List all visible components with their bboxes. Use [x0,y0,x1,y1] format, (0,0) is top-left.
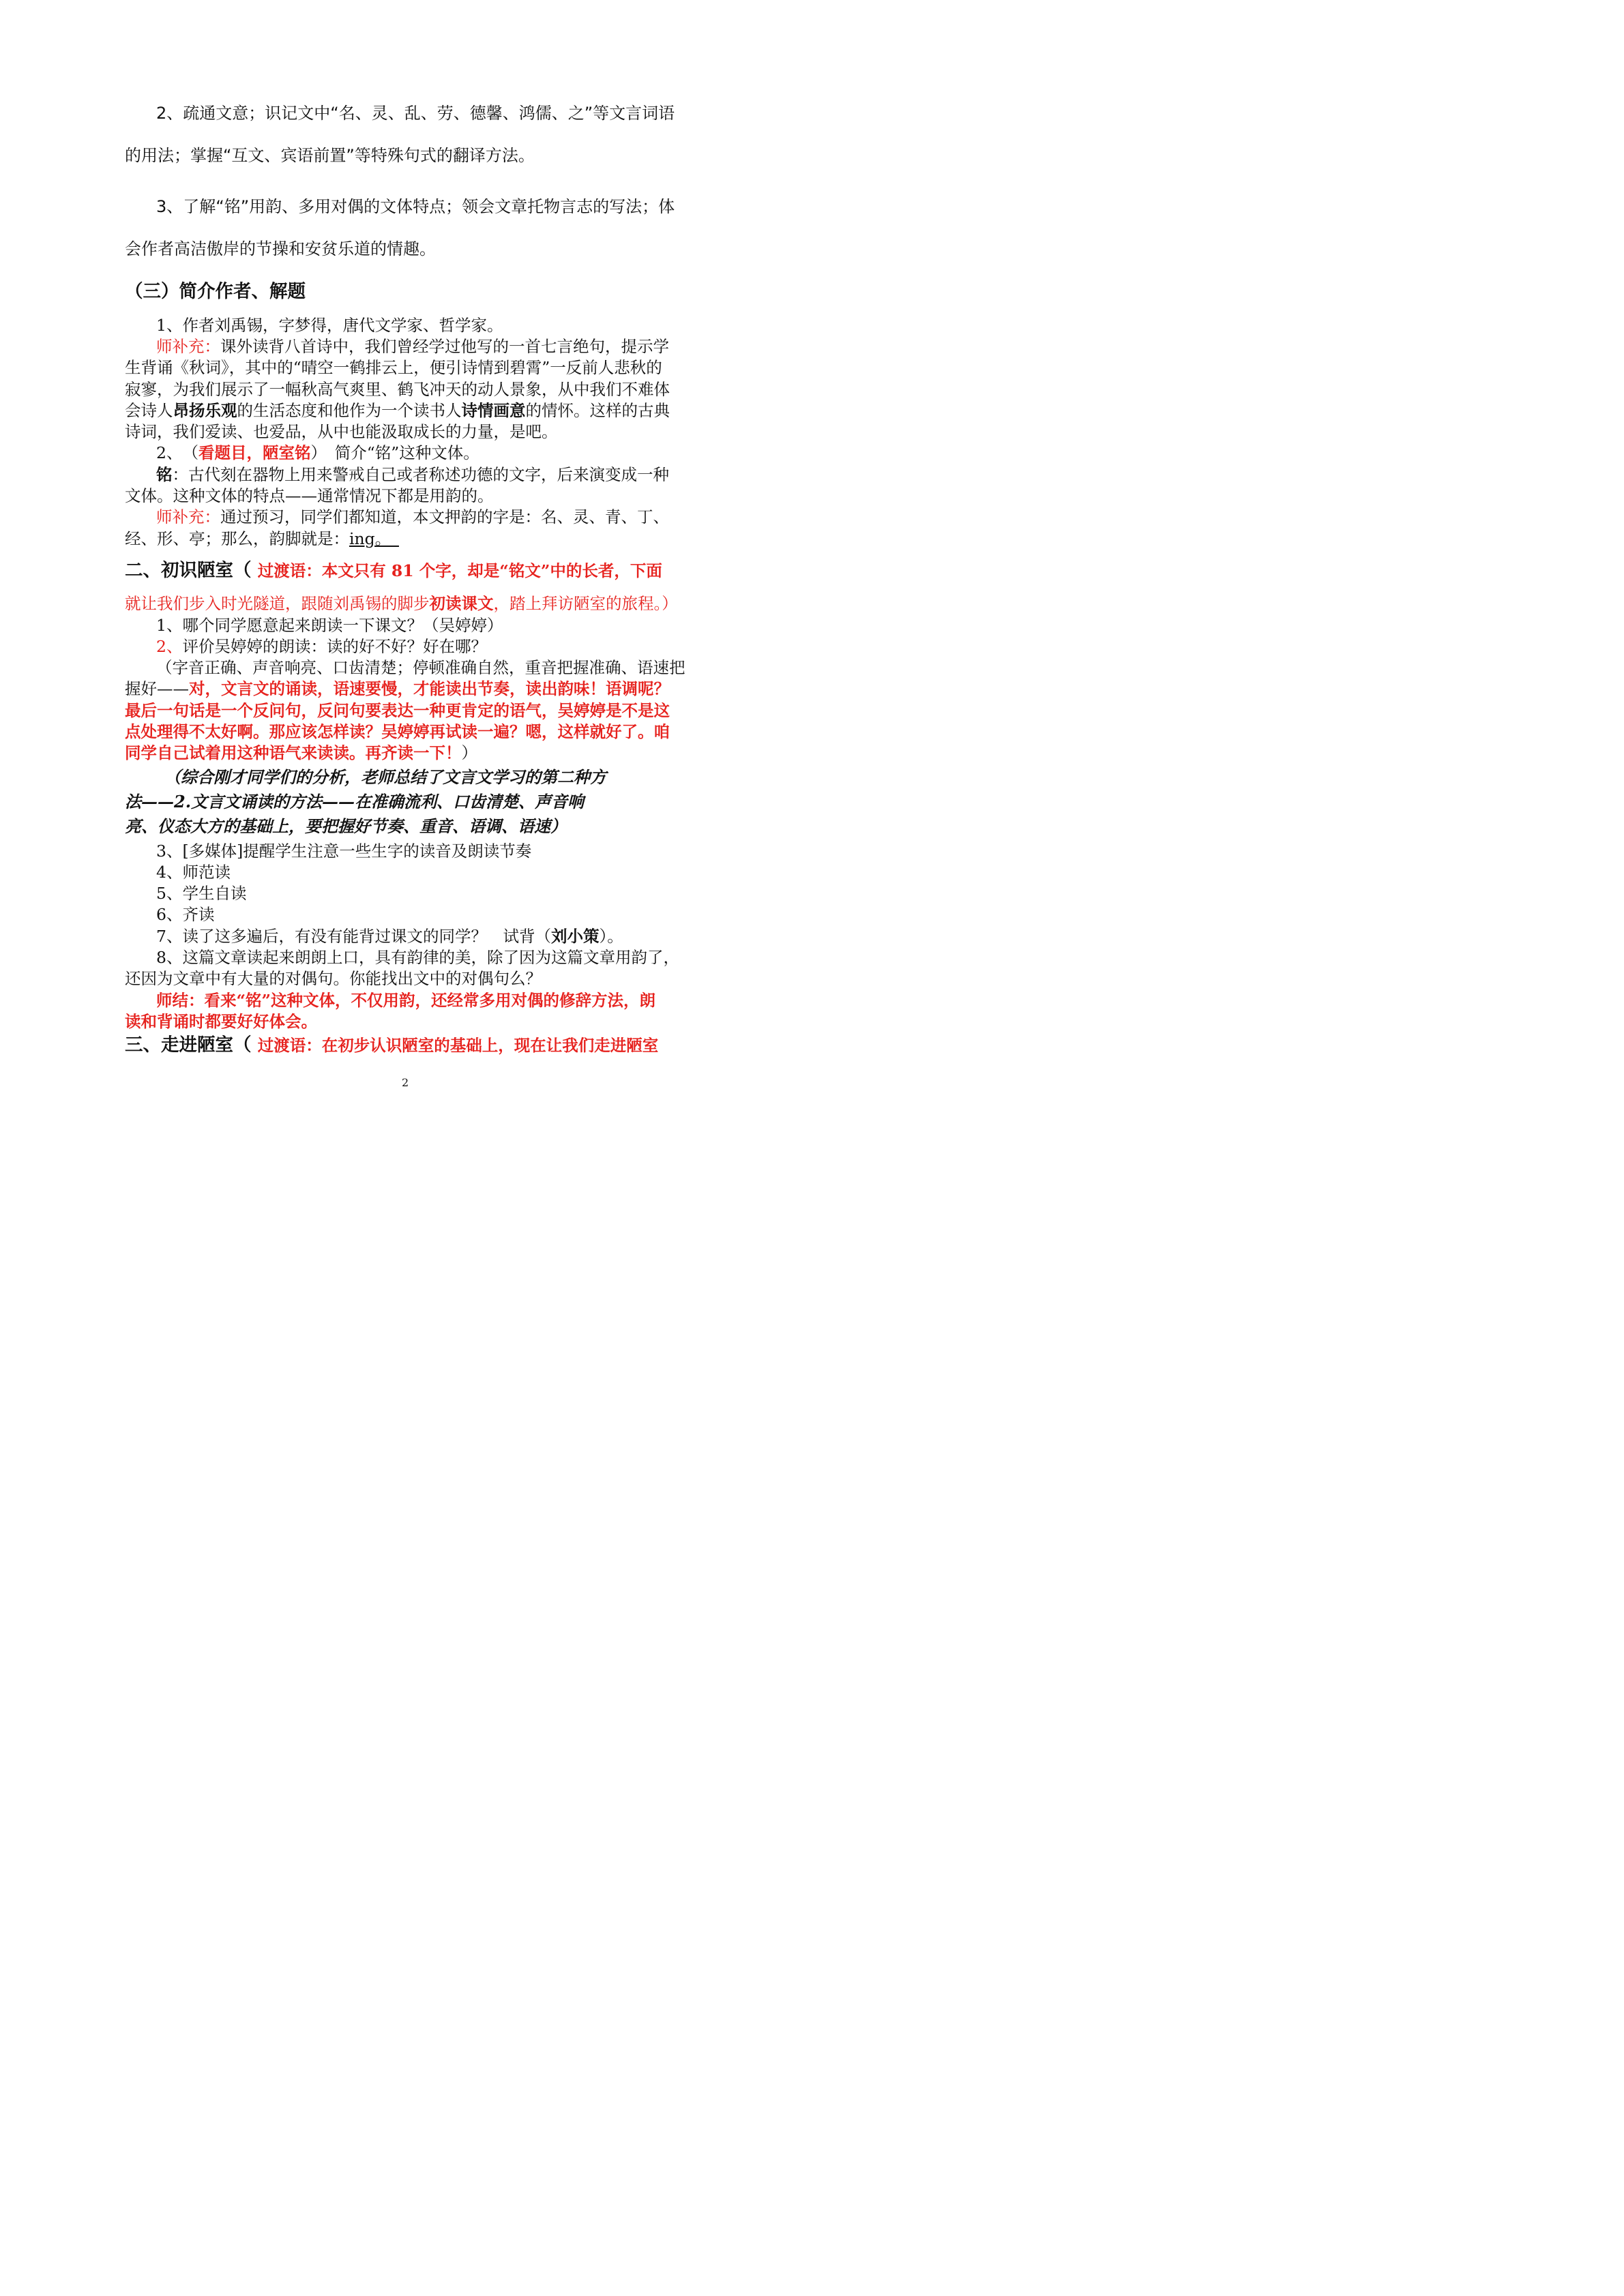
text-line-rhyme-1 [156,507,669,527]
text-segment: 法——2.文言文诵读的方法——在准确流利、口齿清楚、声音响 [125,792,585,811]
text-line-part2-heading [125,561,662,581]
text-line-step-3 [156,841,531,861]
text-line-ming-1 [156,464,669,485]
text-segment: ）。 [599,927,623,946]
text-segment: 亮、仪态大方的基础上，要把握好节奏、重音、语调、语速） [125,816,567,836]
text-line-read-1 [156,615,503,636]
text-segment: 7、读了这多遍后，有没有能背过课文的同学？ 试背（ [156,927,551,946]
text-segment: 诗词，我们爱读、也爱品，从中也能汲取成长的力量，是吧。 [125,422,558,441]
text-segment: 3、[多媒体]提醒学生注意一些生字的读音及朗读节奏 [156,841,532,861]
text-line-step-4 [156,862,231,882]
text-line-title-2 [156,443,479,463]
text-line-obj2-l1 [156,103,675,123]
text-segment: 同学自己试着用这种语气来读读。再齐读一下！ [125,743,462,762]
text-segment: 点处理得不太好啊。那应该怎样读？吴婷婷再试读一遍？嗯，这样就好了。咱 [125,722,670,741]
text-line-supp-2 [125,357,662,378]
text-line-supp-3 [125,379,670,400]
text-segment: 会诗人 [125,401,173,420]
text-line-rhyme-2 [125,528,399,549]
text-line-step-5 [156,883,246,904]
text-segment: 三、走进陋室（ [125,1034,258,1056]
text-segment: 1、作者刘禹锡，字梦得，唐代文学家、哲学家。 [156,316,503,335]
text-line-part3-heading [125,1035,658,1056]
text-line-ming-2 [125,486,494,506]
text-segment: 看题目，陋室铭 [198,443,311,462]
text-segment: 通过预习，同学们都知道，本文押韵的字是：名、灵、青、丁、 [220,507,669,526]
text-segment: 师补充： [156,507,220,526]
text-segment: 2、疏通文意；识记文中“名、灵、乱、劳、德馨、鸿儒、之”等文言词语 [156,104,675,123]
text-segment: 师结：看来“铭”这种文体，不仅用韵，还经常多用对偶的修辞方法，朗 [156,991,656,1010]
text-segment: 文体。这种文体的特点——通常情况下都是用韵的。 [125,486,494,505]
text-segment: 5、学生自读 [156,884,247,903]
text-line-obj3-l1 [156,196,675,217]
text-line-step-7 [156,926,623,946]
text-line-conc-1 [156,990,655,1011]
text-segment: （综合刚才同学们的分析，老师总结了文言文学习的第二种方 [156,767,606,787]
text-segment: 过渡语：在初步认识陋室的基础上，现在让我们走进陋室 [257,1036,659,1055]
text-line-obj2-l2 [125,145,535,166]
text-segment: （三）简介作者、解题 [125,281,306,302]
text-line-part2-cont [125,593,678,614]
document-page [0,0,812,1148]
text-segment: 寂寥，为我们展示了一幅秋高气爽里、鹤飞冲天的动人景象，从中我们不难体 [125,380,670,399]
text-line-eval-4 [125,721,670,742]
text-line-sum-3 [125,816,567,837]
text-segment: 铭 [156,465,173,484]
text-line-sec3-heading [125,282,306,302]
text-line-sum-2 [125,792,584,812]
text-segment: 握好—— [125,679,189,698]
text-line-author-1 [156,315,503,336]
page-number: 2 [402,1076,409,1089]
text-segment: 初读课文 [429,594,494,613]
text-line-supp-4 [125,400,670,421]
text-segment: ：古代刻在器物上用来警戒自己或者称述功德的文字，后来演变成一种 [172,465,669,484]
text-line-sum-1 [156,767,606,788]
text-line-step-6 [156,904,214,925]
text-line-eval-3 [125,700,670,721]
text-segment: 的生活态度和他作为一个读书人 [237,401,462,420]
text-segment: 经、形、亭；那么，韵脚就是： [125,529,349,548]
text-segment: 二、初识陋室（ [125,560,258,581]
text-line-eval-2 [125,679,670,699]
text-line-supp-5 [125,421,558,442]
text-segment: 最后一句话是一个反问句，反问句要表达一种更肯定的语气，吴婷婷是不是这 [125,701,670,720]
text-segment: 师补充： [156,337,220,356]
text-line-step-8b [125,968,542,989]
text-segment: 刘小策 [550,927,600,946]
text-line-eval-1 [156,657,685,678]
text-line-read-2 [156,636,487,657]
text-segment: 课外读背八首诗中，我们曾经学过他写的一首七言绝句，提示学 [220,337,669,356]
text-segment: ） 简介“铭”这种文体。 [310,443,479,462]
text-segment: 4、师范读 [156,863,231,882]
text-segment: 的用法；掌握“互文、宾语前置”等特殊句式的翻译方法。 [125,146,535,165]
text-segment: 3、了解“铭”用韵、多用对偶的文体特点；领会文章托物言志的写法；体 [156,197,675,216]
text-segment: 就让我们步入时光隧道，跟随刘禹锡的脚步 [125,594,430,613]
text-segment: 的情怀。这样的古典 [525,401,670,420]
text-segment: ，踏上拜访陋室的旅程。） [493,594,678,613]
text-segment: 会作者高洁傲岸的节操和安贫乐道的情趣。 [125,239,436,258]
text-line-supp-1 [156,336,669,357]
text-segment: 过渡语：本文只有 81 个字，却是“铭文”中的长者，下面 [257,561,662,580]
text-segment: 对，文言文的诵读，语速要慢，才能读出节奏，读出韵味！语调呢？ [189,679,670,698]
text-segment: （字音正确、声音响亮、口齿清楚；停顿准确自然，重音把握准确、语速把 [156,658,685,677]
text-segment: 生背诵《秋词》，其中的“晴空一鹤排云上，便引诗情到碧霄”一反前人悲秋的 [125,358,662,377]
text-line-eval-5 [125,743,477,763]
text-segment: 6、齐读 [156,905,215,924]
text-segment: ing。 [349,529,399,548]
text-segment: 评价吴婷婷的朗读：读的好不好？好在哪？ [182,637,487,656]
text-segment: 1、哪个同学愿意起来朗读一下课文？（吴婷婷） [156,616,503,635]
text-segment: 8、这篇文章读起来朗朗上口，具有韵律的美，除了因为这篇文章用韵了， [156,948,679,967]
text-segment: ） [461,743,477,762]
text-segment: 2、 [156,637,183,656]
text-segment: 2、 （ [156,443,198,462]
text-segment: 昂扬乐观 [173,401,237,420]
text-line-conc-2 [125,1011,317,1032]
text-segment: 诗情画意 [461,401,526,420]
text-line-obj3-l2 [125,239,436,259]
text-line-step-8a [156,947,679,968]
text-segment: 读和背诵时都要好好体会。 [125,1012,317,1031]
text-segment: 还因为文章中有大量的对偶句。你能找出文中的对偶句么？ [125,969,542,988]
